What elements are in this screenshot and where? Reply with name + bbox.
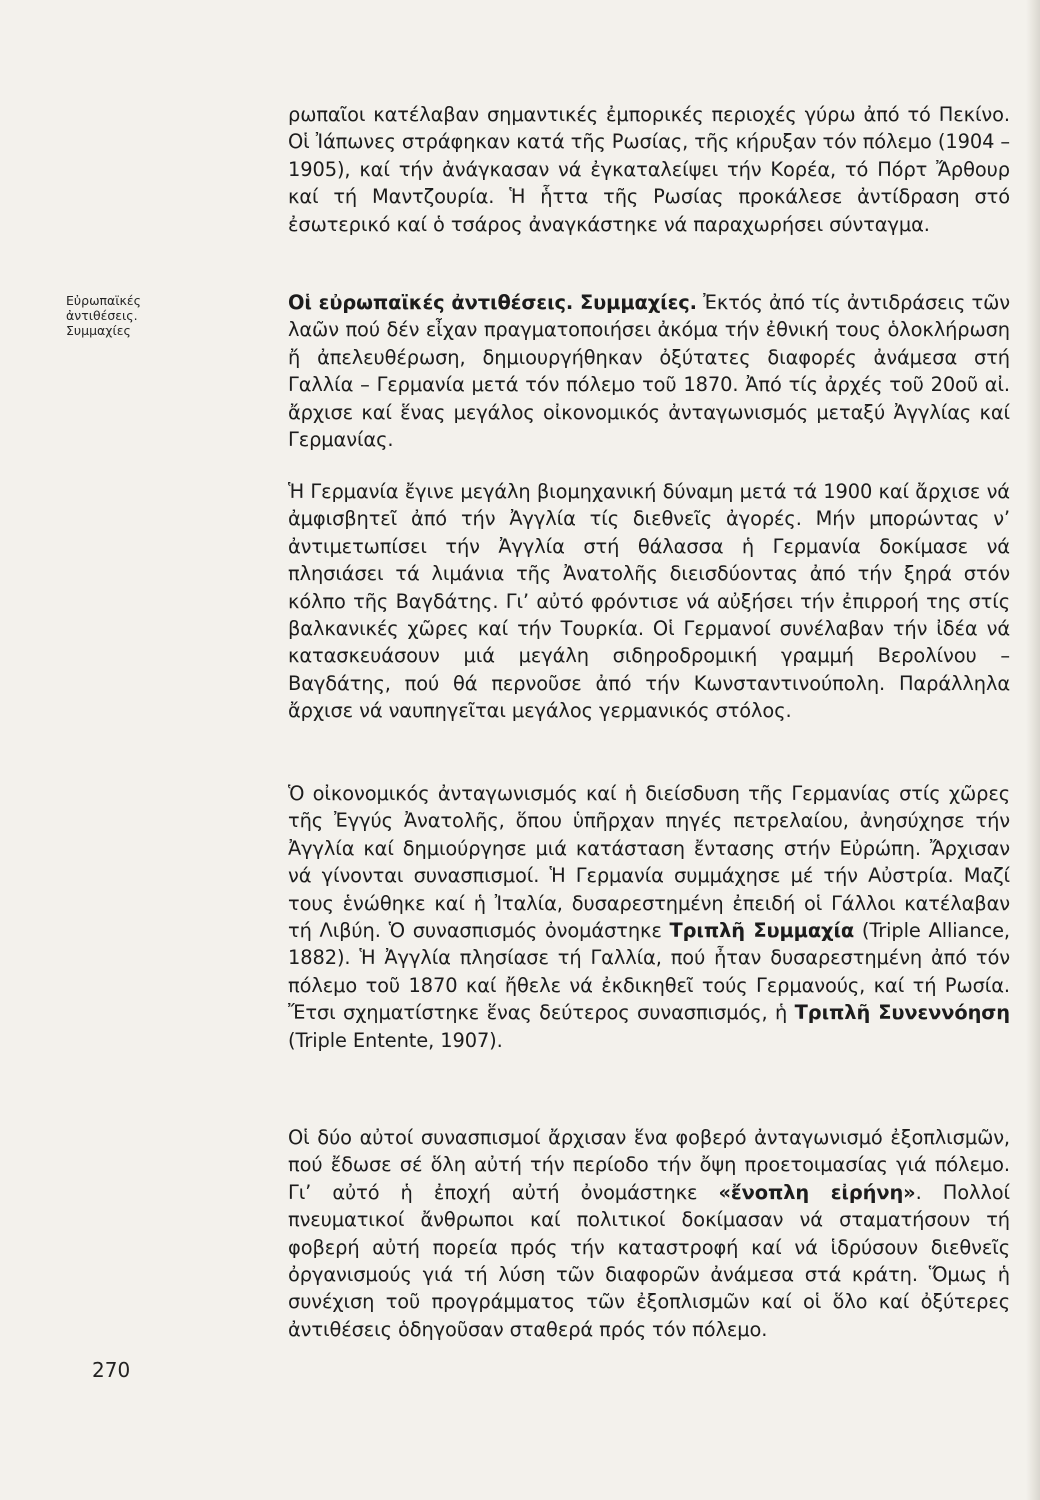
paragraph-text: ρωπαῖοι κατέλαβαν σημαντικές ἐμπορικές περιοχές γύρω ἀπό τό Πεκίνο. Οἱ Ἰάπωνες στράφηκαν κατά τῆς Ρωσίας, τῆς κήρυξαν τόν πόλεμο (1904 – 1905), καί τήν ἀνάγκασαν νά ἐγκαταλείψει τήν Κορέα, τό Πόρτ Ἄρθουρ καί τή Μαντζουρία. Ἡ ἧττα τῆς Ρωσίας προκάλεσε ἀντίδραση στό ἐσωτερικό καί ὁ τσάρος ἀναγκάστηκε νά παραχωρήσει σύνταγμα. xyxy=(288,103,1010,236)
paragraph-text: Ἐκτός ἀπό τίς ἀντιδράσεις τῶν λαῶν πού δέν εἶχαν πραγματοποιήσει ἀκόμα τήν ἐθνική τους ὁλοκλήρωση ἤ ἀπελευθέρωση, δημιουργήθηκαν ὀξύτατες διαφορές ἀνάμεσα στή Γαλλία – Γερμανία μετά τόν πόλεμο τοῦ 1870. Ἀπό τίς ἀρχές τοῦ 20οῦ αἰ. ἄρχισε καί ἕνας μεγάλος οἰκονομικός ἀνταγωνισμός μεταξύ Ἀγγλίας καί Γερμανίας. xyxy=(288,291,1010,452)
paragraph-text: Οἱ δύο αὐτοί συνασπισμοί ἄρχισαν ἕνα φοβερό ἀνταγωνισμό ἐξοπλισμῶν, πού ἔδωσε σέ ὅλη αὐτή τήν περίοδο τήν ὄψη προετοιμασίας γιά πόλεμο. Γι’ αὐτό ἡ ἐποχή αὐτή ὀνομάστηκε xyxy=(288,1126,1010,1204)
page-number: 270 xyxy=(92,1358,131,1382)
paragraph-text: . Πολλοί πνευματικοί ἄνθρωποι καί πολιτικοί δοκίμασαν νά σταματήσουν τή φοβερή αὐτή πορεία πρός τήν καταστροφή καί νά ἱδρύσουν διεθνεῖς ὀργανισμούς γιά τή λύση τῶν διαφορῶν ἀνάμεσα στά κράτη. Ὅμως ἡ συνέχιση τοῦ προγράμματος τῶν ἐξοπλισμῶν καί οἱ ὅλο καί ὀξύτερες ἀντιθέσεις ὁδηγοῦσαν σταθερά πρός τόν πόλεμο. xyxy=(288,1180,1010,1341)
paragraph-3 xyxy=(288,478,1010,725)
paragraph-2 xyxy=(288,289,1010,453)
margin-note-line: ἀντιθέσεις. xyxy=(66,308,138,323)
page-edge-shadow xyxy=(1026,0,1040,1500)
margin-note-line: Συμμαχίες xyxy=(66,323,131,338)
term-triple-alliance: Τριπλῆ Συμμαχία xyxy=(669,919,855,943)
paragraph-text: Ὁ οἰκονομικός ἀνταγωνισμός καί ἡ διείσδυση τῆς Γερμανίας στίς χῶρες τῆς Ἐγγύς Ἀνατολῆς, ὅπου ὑπῆρχαν πηγές πετρελαίου, ἀνησύχησε τήν Ἀγγλία καί δημιούργησε μιά κατάσταση ἔντασης στήν Εὐρώπη. Ἄρχισαν νά γίνονται συνασπισμοί. Ἡ Γερμανία συμμάχησε μέ τήν Αὐστρία. Μαζί τους ἑνώθηκε καί ἡ Ἰταλία, δυσαρεστημένη ἐπειδή οἱ Γάλλοι κατέλαβαν τή Λιβύη. Ὁ συνασπισμός ὀνομάστηκε xyxy=(288,782,1010,943)
margin-note xyxy=(66,293,186,338)
term-triple-entente: Τριπλῆ Συνεννόηση xyxy=(794,1001,1010,1025)
paragraph-4 xyxy=(288,780,1010,1054)
term-armed-peace: «ἔνοπλη εἰρήνη» xyxy=(718,1180,916,1204)
section-heading: Οἱ εὐρωπαϊκές ἀντιθέσεις. Συμμαχίες. xyxy=(288,291,697,314)
paragraph-1 xyxy=(288,101,1010,238)
paragraph-text: (Triple Entente, 1907). xyxy=(288,1028,503,1052)
paragraph-text: (Triple Alliance, 1882). Ἡ Ἀγγλία πλησίασε τή Γαλλία, πού ἦταν δυσαρεστημένη ἀπό τόν πόλεμο τοῦ 1870 καί ἤθελε νά ἐκδικηθεῖ τούς Γερμανούς, καί τή Ρωσία. Ἔτσι σχηματίστηκε ἕνας δεύτερος συνασπισμός, ἡ xyxy=(288,919,1010,1025)
margin-note-line: Εὐρωπαϊκές xyxy=(66,293,141,308)
paragraph-text: Ἡ Γερμανία ἔγινε μεγάλη βιομηχανική δύναμη μετά τά 1900 καί ἄρχισε νά ἀμφισβητεῖ ἀπό τήν Ἀγγλία τίς διεθνεῖς ἀγορές. Μήν μπορώντας ν’ ἀντιμετωπίσει τήν Ἀγγλία στή θάλασσα ἡ Γερμανία δοκίμασε νά πλησιάσει τά λιμάνια τῆς Ἀνατολῆς διεισδύοντας ἀπό τήν ξηρά στόν κόλπο τῆς Βαγδάτης. Γι’ αὐτό φρόντισε νά αὐξήσει τήν ἐπιρροή της στίς βαλκανικές χῶρες καί τήν Τουρκία. Οἱ Γερμανοί συνέλαβαν τήν ἰδέα νά κατασκευάσουν μιά μεγάλη σιδηροδρομική γραμμή Βερολίνου – Βαγδάτης, πού θά περνοῦσε ἀπό τήν Κωνσταντινούπολη. Παράλληλα ἄρχισε νά ναυπηγεῖται μεγάλος γερμανικός στόλος. xyxy=(288,480,1010,723)
paragraph-5 xyxy=(288,1124,1010,1343)
